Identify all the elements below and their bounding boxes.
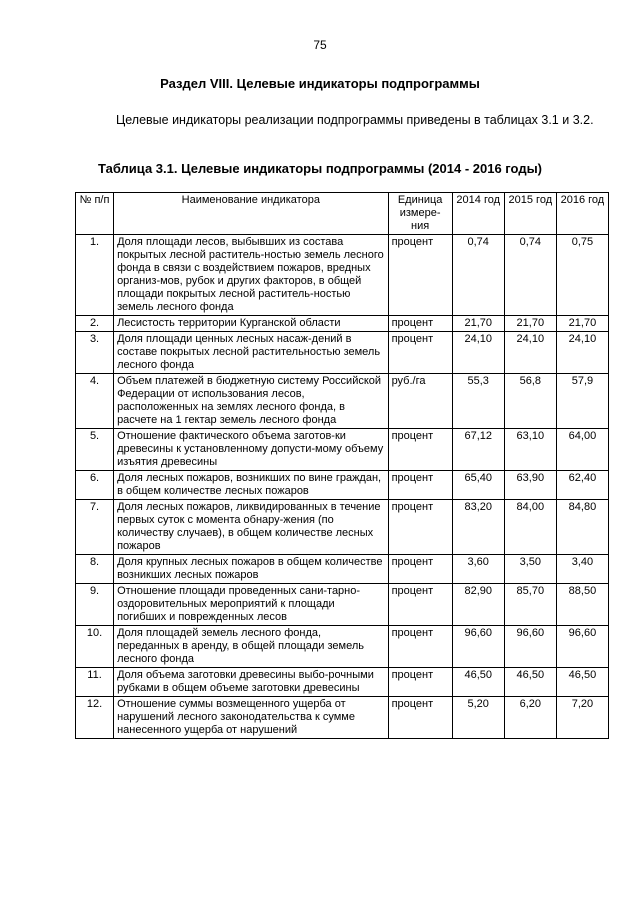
row-unit: процент — [388, 429, 452, 471]
row-num: 6. — [76, 471, 114, 500]
row-2015: 56,8 — [504, 374, 556, 429]
table-row — [76, 235, 609, 316]
table-row — [76, 555, 609, 584]
row-name: Доля площадей земель лесного фонда, переданных в аренду, в общей площади земель лесного фонда — [114, 626, 389, 668]
table-row — [76, 374, 609, 429]
row-2015: 63,90 — [504, 471, 556, 500]
table-row — [76, 668, 609, 697]
row-2014: 83,20 — [452, 500, 504, 555]
header-2016: 2016 год — [556, 193, 608, 235]
table-row — [76, 332, 609, 374]
row-2015: 96,60 — [504, 626, 556, 668]
row-2015: 63,10 — [504, 429, 556, 471]
table-header-row — [76, 193, 609, 235]
table-row — [76, 316, 609, 332]
row-unit: процент — [388, 471, 452, 500]
row-2016: 24,10 — [556, 332, 608, 374]
row-name: Лесистость территории Курганской области — [114, 316, 389, 332]
row-2016: 21,70 — [556, 316, 608, 332]
table-row — [76, 500, 609, 555]
row-unit: процент — [388, 316, 452, 332]
row-name: Отношение суммы возмещенного ущерба от нарушений лесного законодательства к сумме нанесенного ущерба от нарушений — [114, 697, 389, 739]
row-num: 7. — [76, 500, 114, 555]
row-unit: процент — [388, 626, 452, 668]
row-2014: 96,60 — [452, 626, 504, 668]
row-num: 3. — [76, 332, 114, 374]
intro-paragraph: Целевые индикаторы реализации подпрограммы приведены в таблицах 3.1 и 3.2. — [116, 113, 594, 127]
row-2015: 24,10 — [504, 332, 556, 374]
row-unit: руб./га — [388, 374, 452, 429]
row-num: 9. — [76, 584, 114, 626]
row-2015: 6,20 — [504, 697, 556, 739]
row-2014: 46,50 — [452, 668, 504, 697]
row-2014: 3,60 — [452, 555, 504, 584]
row-name: Доля объема заготовки древесины выбо-рочными рубками в общем объеме заготовки древесины — [114, 668, 389, 697]
row-2016: 64,00 — [556, 429, 608, 471]
table-row — [76, 429, 609, 471]
row-2016: 57,9 — [556, 374, 608, 429]
row-unit: процент — [388, 500, 452, 555]
row-2015: 85,70 — [504, 584, 556, 626]
row-2015: 3,50 — [504, 555, 556, 584]
table-row — [76, 584, 609, 626]
header-2015: 2015 год — [504, 193, 556, 235]
header-name: Наименование индикатора — [114, 193, 389, 235]
row-2014: 0,74 — [452, 235, 504, 316]
row-num: 2. — [76, 316, 114, 332]
row-unit: процент — [388, 668, 452, 697]
header-num: № п/п — [76, 193, 114, 235]
row-2016: 0,75 — [556, 235, 608, 316]
row-name: Доля площади ценных лесных насаж-дений в составе покрытых лесной растительностью земель лесного фонда — [114, 332, 389, 374]
row-2016: 88,50 — [556, 584, 608, 626]
row-name: Доля площади лесов, выбывших из состава покрытых лесной раститель-ностью земель лесного фонда в связи с воздействием пожаров, вредных организ-мов, рубок и других факторов, в общей площади покрытых лесной раститель-ностью земель лесного фонда — [114, 235, 389, 316]
header-unit: Единица измере-ния — [388, 193, 452, 235]
table-row — [76, 697, 609, 739]
row-name: Отношение фактического объема заготов-ки древесины к установленному допусти-мому объему изъятия древесины — [114, 429, 389, 471]
indicators-table — [75, 192, 609, 739]
row-num: 1. — [76, 235, 114, 316]
row-2015: 0,74 — [504, 235, 556, 316]
row-num: 10. — [76, 626, 114, 668]
row-num: 4. — [76, 374, 114, 429]
row-num: 12. — [76, 697, 114, 739]
section-title: Раздел VIII. Целевые индикаторы подпрограммы — [160, 76, 480, 91]
row-2014: 24,10 — [452, 332, 504, 374]
row-num: 11. — [76, 668, 114, 697]
table-row — [76, 626, 609, 668]
row-name: Доля крупных лесных пожаров в общем количестве возникших лесных пожаров — [114, 555, 389, 584]
row-name: Объем платежей в бюджетную систему Российской Федерации от использования лесов, расположенных на землях лесного фонда, в расчете на 1 гектар земель лесного фонда — [114, 374, 389, 429]
header-2014: 2014 год — [452, 193, 504, 235]
row-unit: процент — [388, 332, 452, 374]
row-name: Отношение площади проведенных сани-тарно-оздоровительных мероприятий к площади погибших и поврежденных лесов — [114, 584, 389, 626]
row-unit: процент — [388, 584, 452, 626]
row-2014: 65,40 — [452, 471, 504, 500]
row-2016: 96,60 — [556, 626, 608, 668]
page-number: 75 — [313, 38, 327, 52]
row-2014: 82,90 — [452, 584, 504, 626]
row-2015: 21,70 — [504, 316, 556, 332]
row-unit: процент — [388, 235, 452, 316]
row-2016: 7,20 — [556, 697, 608, 739]
row-unit: процент — [388, 555, 452, 584]
row-2016: 3,40 — [556, 555, 608, 584]
row-2014: 21,70 — [452, 316, 504, 332]
row-2014: 55,3 — [452, 374, 504, 429]
row-2016: 46,50 — [556, 668, 608, 697]
row-num: 8. — [76, 555, 114, 584]
table-title: Таблица 3.1. Целевые индикаторы подпрограммы (2014 - 2016 годы) — [97, 161, 542, 176]
row-name: Доля лесных пожаров, возникших по вине граждан, в общем количестве лесных пожаров — [114, 471, 389, 500]
table-row — [76, 471, 609, 500]
row-2016: 84,80 — [556, 500, 608, 555]
row-2015: 84,00 — [504, 500, 556, 555]
row-2014: 67,12 — [452, 429, 504, 471]
row-unit: процент — [388, 697, 452, 739]
row-2016: 62,40 — [556, 471, 608, 500]
row-name: Доля лесных пожаров, ликвидированных в течение первых суток с момента обнару-жения (по количеству случаев), в общем количестве лесных пожаров — [114, 500, 389, 555]
row-2015: 46,50 — [504, 668, 556, 697]
row-2014: 5,20 — [452, 697, 504, 739]
row-num: 5. — [76, 429, 114, 471]
